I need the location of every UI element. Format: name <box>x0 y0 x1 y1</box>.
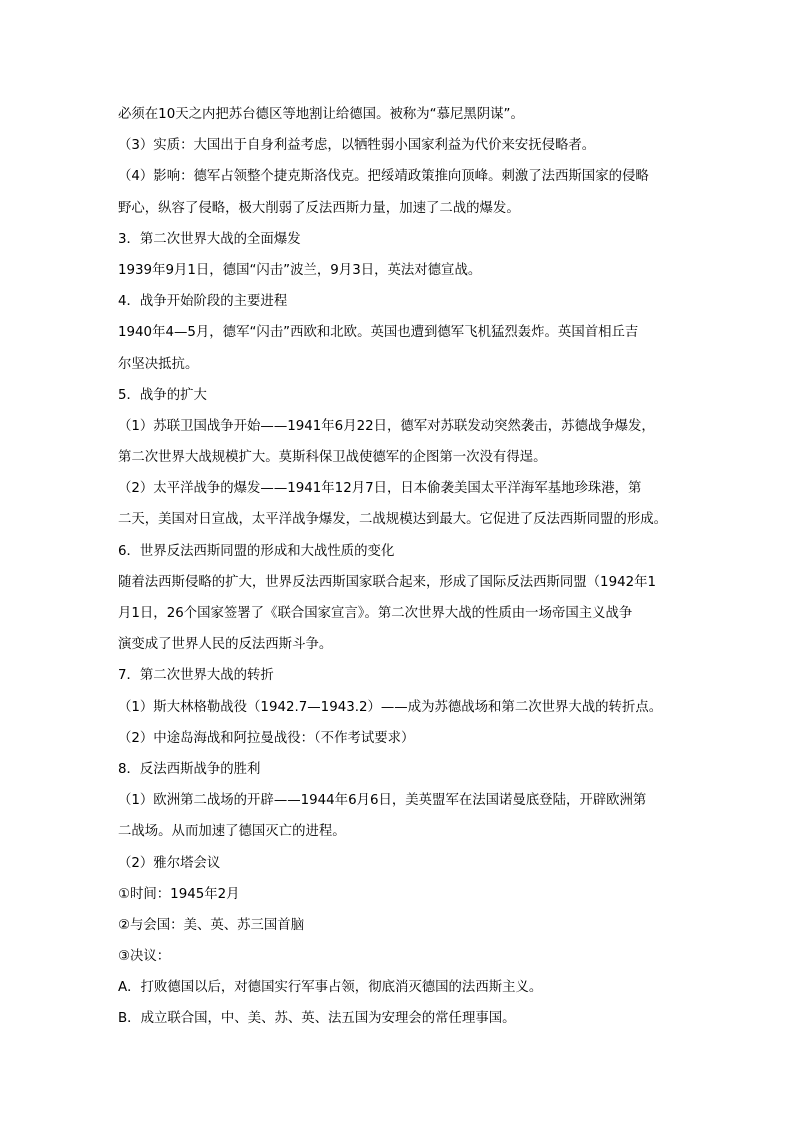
document-body <box>118 99 678 1035</box>
text-line: （1）欧洲第二战场的开辟——1944年6月6日，美英盟军在法国诺曼底登陆，开辟欧洲第 <box>118 793 647 809</box>
text-line: （4）影响：德军占领整个捷克斯洛伐克。把绥靖政策推向顶峰。刺激了法西斯国家的侵略 <box>118 169 649 185</box>
text-line: ①时间：1945年2月 <box>118 886 240 902</box>
section-heading: 6．世界反法西斯同盟的形成和大战性质的变化 <box>118 543 395 559</box>
text-line: 1940年4—5月，德军“闪击”西欧和北欧。英国也遭到德军飞机猛烈轰炸。英国首相丘吉 <box>118 325 639 341</box>
text-line: 月1日，26个国家签署了《联合国家宣言》。第二次世界大战的性质由一场帝国主义战争 <box>118 606 633 621</box>
text-line: （2）雅尔塔会议 <box>118 855 221 871</box>
text-line: （2）中途岛海战和阿拉曼战役：（不作考试要求） <box>118 730 415 746</box>
text-line: 必须在10天之内把苏台德区等地割让给德国。被称为“慕尼黑阴谋”。 <box>118 107 524 122</box>
text-line: 野心，纵容了侵略，极大削弱了反法西斯力量，加速了二战的爆发。 <box>118 200 520 216</box>
text-line: 第二次世界大战规模扩大。莫斯科保卫战使德军的企图第一次没有得逞。 <box>118 450 547 466</box>
text-line: 尔坚决抵抗。 <box>118 356 199 372</box>
text-line: 演变成了世界人民的反法西斯斗争。 <box>118 637 333 653</box>
text-line: ③决议： <box>118 949 171 965</box>
text-line: 1939年9月1日，德国“闪击”波兰，9月3日，英法对德宣战。 <box>118 262 482 278</box>
text-line: B．成立联合国，中、美、苏、英、法五国为安理会的常任理事国。 <box>118 1011 516 1027</box>
text-line: 二战场。从而加速了德国灭亡的进程。 <box>118 824 346 840</box>
text-line: （2）太平洋战争的爆发——1941年12月7日，日本偷袭美国太平洋海军基地珍珠港，第 <box>118 481 642 497</box>
section-heading: 5．战争的扩大 <box>118 387 207 403</box>
text-line: 二天，美国对日宣战，太平洋战争爆发，二战规模达到最大。它促进了反法西斯同盟的形成。 <box>118 512 668 528</box>
text-line: A．打败德国以后，对德国实行军事占领，彻底消灭德国的法西斯主义。 <box>118 980 543 996</box>
section-heading: 3．第二次世界大战的全面爆发 <box>118 231 301 247</box>
section-heading: 7．第二次世界大战的转折 <box>118 668 274 684</box>
text-line: 随着法西斯侵略的扩大，世界反法西斯国家联合起来，形成了国际反法西斯同盟（1942年1 <box>118 574 657 590</box>
text-line: ②与会国：美、英、苏三国首脑 <box>118 917 305 933</box>
section-heading: 8．反法西斯战争的胜利 <box>118 761 261 777</box>
text-line: （1）斯大林格勒战役（1942.7—1943.2）——成为苏德战场和第二次世界大战的转折点。 <box>118 699 663 715</box>
text-line: （3）实质：大国出于自身利益考虑，以牺牲弱小国家利益为代价来安抚侵略者。 <box>118 138 596 154</box>
text-line: （1）苏联卫国战争开始——1941年6月22日，德军对苏联发动突然袭击，苏德战争爆发， <box>118 418 655 434</box>
section-heading: 4．战争开始阶段的主要进程 <box>118 294 288 310</box>
